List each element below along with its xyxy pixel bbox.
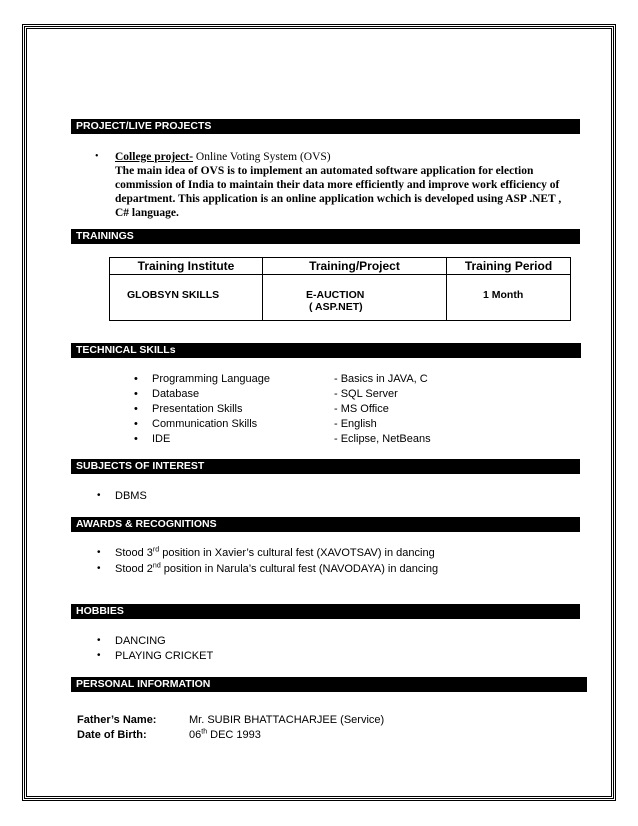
cell-project	[263, 275, 447, 321]
dob-value-pre: 06	[189, 729, 202, 741]
award-text-post: position in Narula’s cultural fest (NAVODAYA) in dancing	[160, 563, 439, 575]
cell-period: 1 Month	[447, 275, 571, 321]
project-title: Online Voting System (OVS)	[193, 151, 331, 163]
list-item	[97, 649, 213, 663]
bullet-icon: •	[97, 547, 101, 558]
subject-text: DBMS	[115, 490, 147, 502]
award-text	[115, 547, 435, 559]
bullet-icon: •	[134, 403, 138, 415]
skill-label: Programming Language	[152, 373, 271, 385]
cell-project-line1: E-AUCTION	[306, 289, 365, 301]
section-heading-projects	[71, 119, 580, 134]
skill-value: - English	[334, 418, 377, 430]
father-label: Father’s Name:	[77, 714, 157, 726]
awards-heading-text: AWARDS & RECOGNITIONS	[76, 518, 217, 530]
skill-label: IDE	[152, 433, 171, 445]
bullet-icon: •	[134, 418, 138, 430]
projects-heading-text: PROJECT/LIVE PROJECTS	[76, 120, 212, 132]
award-text-sup: nd	[152, 562, 161, 570]
project-description: The main idea of OVS is to implement an automated software application for election commission of India to maintain their data more efficiently and improve work efficiency of department. This application is an online application wchich is developed using ASP .NET , C# language.	[115, 165, 562, 219]
section-heading-trainings	[71, 229, 580, 244]
list-item	[97, 489, 147, 503]
skill-value: - MS Office	[334, 403, 389, 415]
section-heading-technical-skills	[71, 343, 581, 358]
skill-value: - SQL Server	[334, 388, 398, 400]
hobby-text: PLAYING CRICKET	[115, 650, 214, 662]
bullet-icon: •	[97, 563, 101, 574]
column-header-institute: Training Institute	[110, 258, 263, 275]
bullet-icon: •	[97, 635, 101, 646]
bullet-icon: •	[134, 433, 138, 445]
father-value: Mr. SUBIR BHATTACHARJEE (Service)	[189, 714, 385, 726]
section-heading-subjects	[71, 459, 580, 474]
bullet-icon: •	[97, 490, 101, 501]
trainings-table	[109, 257, 571, 321]
award-text-pre: Stood 3	[115, 547, 153, 559]
list-item	[97, 546, 435, 560]
column-header-period: Training Period	[447, 258, 571, 275]
column-header-project: Training/Project	[263, 258, 447, 275]
award-text-post: position in Xavier’s cultural fest (XAVOTSAV) in dancing	[159, 547, 435, 559]
bullet-icon: •	[97, 650, 101, 661]
list-item	[97, 562, 438, 576]
cell-institute: GLOBSYN SKILLS	[127, 289, 220, 301]
project-item	[95, 150, 575, 220]
section-heading-hobbies	[71, 604, 580, 619]
skill-label: Database	[152, 388, 200, 400]
skill-label: Communication Skills	[152, 418, 258, 430]
award-text-pre: Stood 2	[115, 563, 153, 575]
table-row	[110, 275, 571, 321]
bullet-icon: •	[95, 151, 99, 162]
award-text-sup: rd	[152, 546, 160, 554]
section-heading-awards	[71, 517, 580, 532]
section-heading-personal	[71, 677, 587, 692]
dob-value	[189, 728, 261, 742]
skill-value: - Basics in JAVA, C	[334, 373, 428, 385]
hobbies-heading-text: HOBBIES	[76, 605, 124, 617]
project-label: College project-	[115, 151, 194, 163]
trainings-heading-text: TRAININGS	[76, 230, 134, 242]
dob-value-post: DEC 1993	[207, 729, 261, 741]
cell-project-line2: ( ASP.NET)	[309, 301, 363, 313]
award-text	[115, 563, 438, 575]
personal-heading-text: PERSONAL INFORMATION	[76, 678, 211, 690]
dob-label: Date of Birth:	[77, 729, 147, 741]
skill-label: Presentation Skills	[152, 403, 243, 415]
dob-value-sup: th	[201, 728, 208, 736]
skill-value: - Eclipse, NetBeans	[334, 433, 431, 445]
technical-skills-heading-text: TECHNICAL SKILLs	[76, 344, 176, 356]
bullet-icon: •	[134, 373, 138, 385]
list-item	[97, 634, 166, 648]
hobby-text: DANCING	[115, 635, 166, 647]
table-header-row	[110, 258, 571, 275]
bullet-icon: •	[134, 388, 138, 400]
subjects-heading-text: SUBJECTS OF INTEREST	[76, 460, 205, 472]
